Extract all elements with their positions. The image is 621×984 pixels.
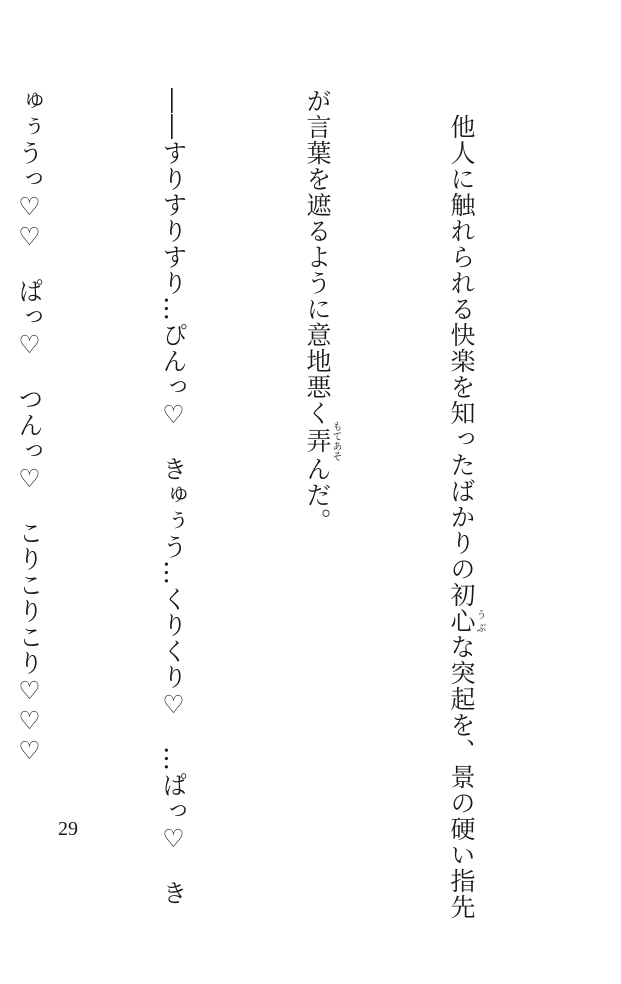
page-number: 29: [58, 818, 78, 840]
ruby-2-base: 弄: [303, 421, 332, 461]
ruby-2-reading: もてあそ: [330, 421, 341, 461]
text-column-4: [5, 88, 53, 828]
text-column-3: [149, 88, 197, 906]
text-column-2: [293, 88, 341, 828]
ruby-moteaso: [303, 421, 341, 461]
column-2-text: が言葉を遮るように意地悪く: [303, 88, 332, 426]
ruby-1-base: 心: [447, 608, 476, 634]
ruby-1-reading: うぶ: [474, 608, 485, 634]
ruby-ubu: [447, 608, 485, 634]
column-2-after: んだ。: [303, 456, 332, 534]
column-1-after: な突起を、景の硬い指先: [447, 634, 476, 920]
column-4-text: ゅぅうっ♡♡ ぱっ♡ つんっ♡ こりこりこり♡♡♡: [15, 88, 44, 766]
column-1-text: 他人に触れられる快楽を知ったばかりの初: [447, 114, 476, 608]
text-column-1: [437, 88, 485, 920]
column-3-text: ――すりすりすり…ぴんっ♡ きゅぅう…くりくり♡ …ぱっ♡ き: [159, 88, 188, 906]
